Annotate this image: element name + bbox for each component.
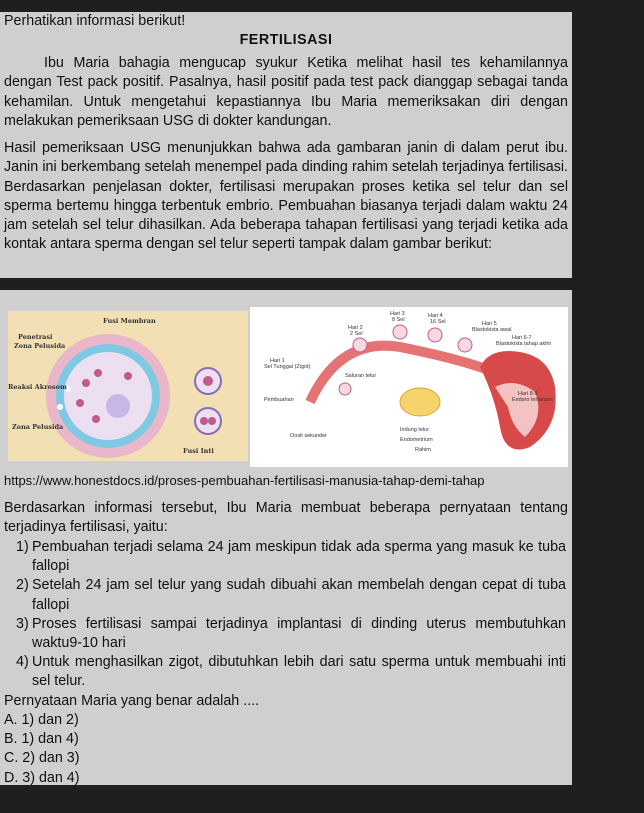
page-title: FERTILISASI <box>239 32 333 48</box>
label-zona-pelusida-top: Zona Pelusida <box>14 342 66 350</box>
label-hari89: Hari 8-9 <box>518 391 538 397</box>
fertilization-illustration <box>8 311 248 461</box>
stage-16-cell <box>428 328 442 342</box>
cell-granule <box>76 399 84 407</box>
statement-number: 3) <box>16 615 29 632</box>
label-fusi-membran: Fusi Membran <box>103 317 156 325</box>
statement-text: Proses fertilisasi sampai terjadinya implantasi di dinding uterus membutuhkan waktu9-10 hari <box>32 615 566 652</box>
zygote-pronucleus <box>208 417 216 425</box>
label-hari4: Hari 4 <box>428 313 443 319</box>
label-fusi-inti: Fusi Inti <box>183 447 214 455</box>
option-c[interactable]: C. 2) dan 3) <box>4 750 80 767</box>
question-intro: Berdasarkan informasi tersebut, Ibu Maria membuat beberapa pernyataan tentang terjadinya fertilisasi, yaitu: <box>4 500 568 536</box>
label-hari4-sub: 16 Sel <box>430 319 446 325</box>
option-d[interactable]: D. 3) dan 4) <box>4 769 80 786</box>
sperm-head <box>57 404 63 410</box>
cell-granule <box>94 369 102 377</box>
label-reaksi-akrosom: Reaksi Akrosom <box>8 383 67 391</box>
label-hari3-sub: 8 Sel <box>392 317 405 323</box>
statement-text: Untuk menghasilkan zigot, dibutuhkan lebih dari satu sperma untuk membuahi inti sel telur. <box>32 654 566 690</box>
label-hari2-sub: 2 Sel <box>350 331 363 337</box>
label-pembuahan: Pembuahan <box>264 397 294 403</box>
stage-8-cell <box>393 325 407 339</box>
oocyte-cytoplasm <box>64 352 152 440</box>
cell-granule <box>82 379 90 387</box>
statement-number: 1) <box>16 539 29 555</box>
stage-2-cell <box>353 338 367 352</box>
label-rahim: Rahim <box>415 447 431 453</box>
label-saluran: Saluran telur <box>345 373 377 379</box>
statement-text: Setelah 24 jam sel telur yang sudah dibuahi akan membelah dengan cepat di tuba fallopi <box>32 577 566 613</box>
label-hari1-sub: Sel Tunggal (Zigot) <box>264 364 311 370</box>
statement-item <box>4 653 566 691</box>
label-hari67: Hari 6-7 <box>512 335 532 341</box>
cell-granule <box>92 415 100 423</box>
info-panel <box>0 12 572 278</box>
statement-text: Pembuahan terjadi selama 24 jam meskipun tidak ada sperma yang masuk ke tuba fallopi <box>32 539 566 575</box>
zygote-nucleus <box>203 376 213 386</box>
question-panel <box>0 290 572 785</box>
cell-granule <box>124 372 132 380</box>
statement-item <box>4 615 566 653</box>
label-hari89-sub: Embrio tertanam <box>512 397 553 403</box>
statement-item <box>4 576 566 614</box>
option-b[interactable]: B. 1) dan 4) <box>4 731 79 748</box>
label-oosit: Oosit sekunder <box>290 433 327 439</box>
label-indung: Indung telur <box>400 427 430 433</box>
stage-zygote <box>339 383 351 395</box>
question-prompt: Pernyataan Maria yang benar adalah .... <box>4 693 260 709</box>
label-hari1: Hari 1 <box>270 358 285 364</box>
stage-blastocyst <box>458 338 472 352</box>
label-hari67-sub: Blastokista tahap akhir <box>496 341 552 347</box>
paragraph-1: Ibu Maria bahagia mengucap syukur Ketika melihat hasil tes kehamilannya dengan Test pack positif. Pasalnya, hasil positif pada test pack dianggap sebagai tanda kehamilan. Untuk mengetahui kepastiannya Ibu Maria memeriksakan diri dengan melakukan pemeriksaan USG di dokter kandungan. <box>4 55 568 129</box>
zygote-pronucleus <box>200 417 208 425</box>
statement-number: 4) <box>16 654 29 671</box>
label-zona-pelusida-bottom: Zona Pelusida <box>12 423 64 431</box>
statement-number: 2) <box>16 577 29 594</box>
intro-text: Perhatikan informasi berikut! <box>4 13 186 29</box>
statement-item <box>4 538 566 576</box>
label-hari5-sub: Blastokista awal <box>472 327 512 333</box>
source-link[interactable]: https://www.honestdocs.id/proses-pembuahan-fertilisasi-manusia-tahap-demi-tahap <box>4 473 485 488</box>
label-endometrium: Endometrium <box>400 437 433 443</box>
label-hari3: Hari 3 <box>390 311 405 317</box>
reproductive-tract-illustration <box>250 307 568 467</box>
statement-list <box>4 538 566 692</box>
label-hari5: Hari 5 <box>482 321 497 327</box>
nucleus <box>106 394 130 418</box>
label-hari2: Hari 2 <box>348 325 363 331</box>
option-a[interactable]: A. 1) dan 2) <box>4 712 79 728</box>
answer-options <box>4 711 80 788</box>
paragraph-2: Hasil pemeriksaan USG menunjukkan bahwa ada gambaran janin di dalam perut ibu. Janin ini berkembang setelah menempel pada dinding rahim setelah terjadinya fertilisasi. Berdasarkan penjelasan dokter, fertilisasi merupakan proses ketika sel telur dan sel sperma bertemu hingga terbentuk embrio. Pembuahan biasanya terjadi dalam waktu 24 jam setelah sel telur dihasilkan. Ada beberapa tahapan fertilisasi yang terjadi ketika ada kontak antara sperma dengan sel telur seperti tampak dalam gambar berikut: <box>4 140 568 253</box>
ovary <box>400 388 440 416</box>
label-penetrasi: Penetrasi <box>18 333 53 341</box>
